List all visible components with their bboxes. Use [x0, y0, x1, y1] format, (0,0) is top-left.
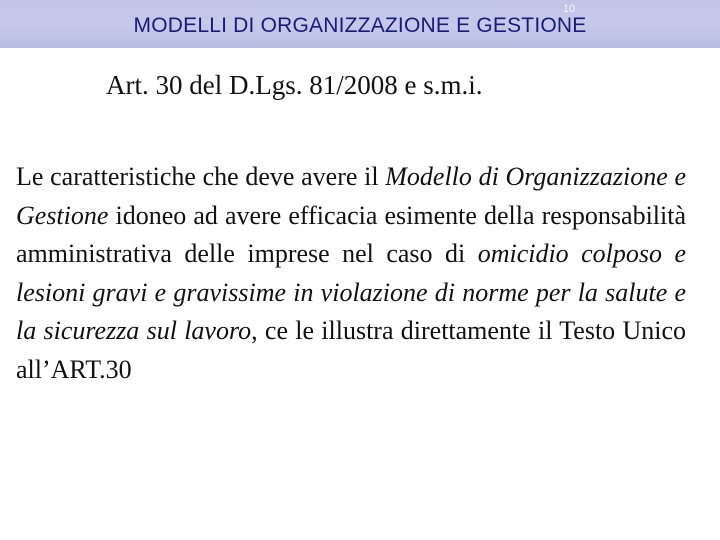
italic-model-name: Modello di Organizzazione e Gestione	[16, 162, 686, 230]
body-paragraph	[16, 158, 686, 389]
body-text-segment: idoneo ad avere efficacia esimente della responsabilità amministrativa delle imprese nel caso di	[16, 200, 686, 268]
body-text-segment: , ce le illustra direttamente il Testo Unico all’ART.30	[16, 316, 686, 384]
body-text-segment: Le caratteristiche che deve avere il	[16, 162, 386, 191]
italic-offences: omicidio colposo e lesioni gravi e gravissime in violazione di norme per la salute e la sicurezza sul lavoro	[16, 239, 686, 345]
page-number: 10	[563, 3, 576, 15]
slide-title: MODELLI DI ORGANIZZAZIONE E GESTIONE	[133, 14, 587, 37]
article-reference: Art. 30 del D.Lgs. 81/2008 e s.m.i.	[106, 70, 483, 100]
